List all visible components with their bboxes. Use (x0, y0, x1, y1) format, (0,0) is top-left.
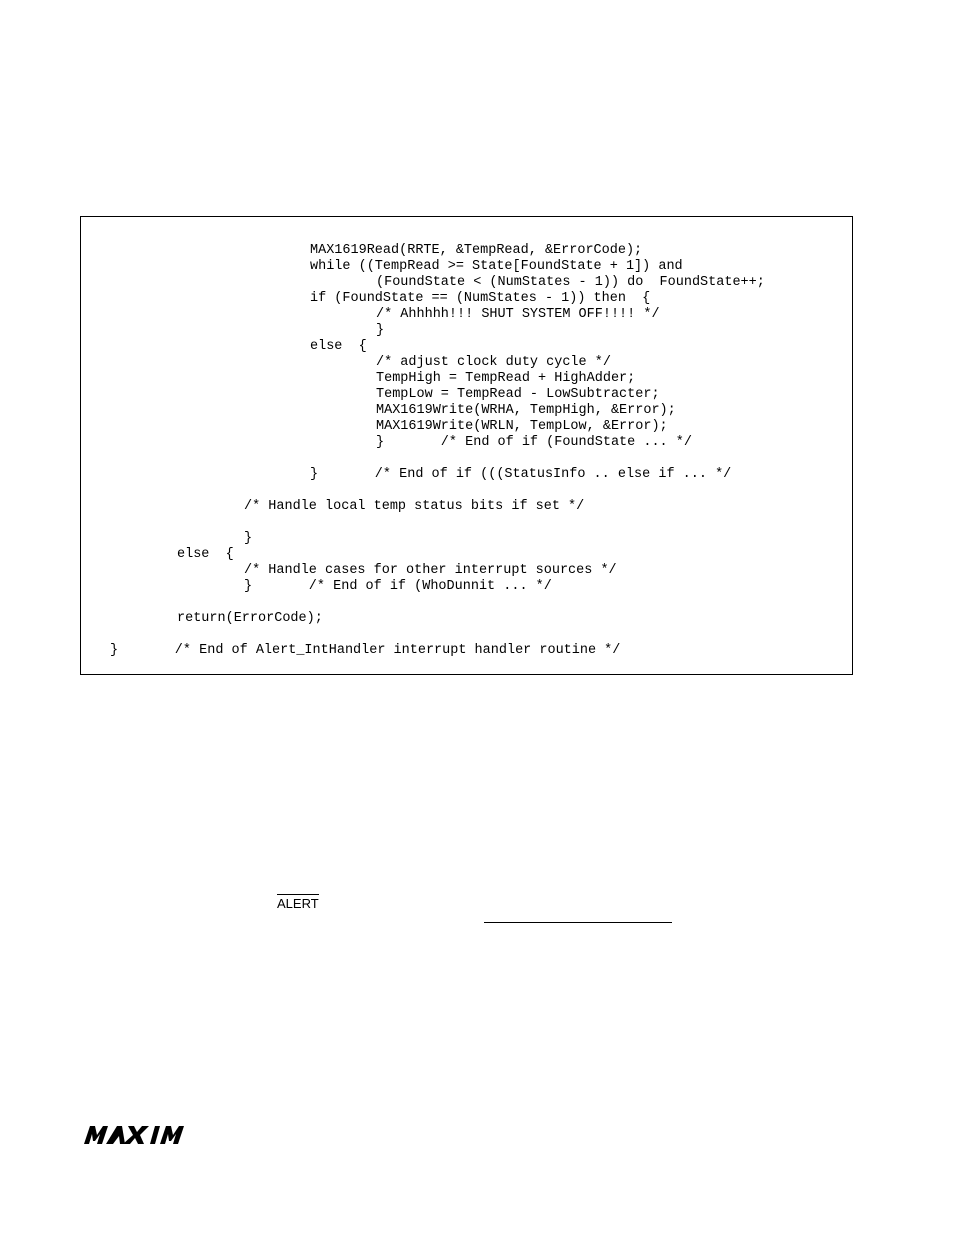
alert-overbar-label: ALERT (277, 896, 319, 911)
code-line: else { (310, 339, 367, 354)
code-line: while ((TempRead >= State[FoundState + 1]) and (310, 259, 683, 274)
code-line: } /* End of if (WhoDunnit ... */ (244, 579, 552, 594)
code-line: MAX1619Read(RRTE, &TempRead, &ErrorCode); (310, 243, 643, 258)
maxim-logo (84, 1126, 194, 1144)
horizontal-rule (484, 922, 672, 923)
code-listing-box (80, 216, 853, 675)
code-line: MAX1619Write(WRHA, TempHigh, &Error); (376, 403, 676, 418)
code-line: /* Handle local temp status bits if set */ (244, 499, 585, 514)
code-line: } /* End of if (((StatusInfo .. else if ... */ (310, 467, 732, 482)
code-line: if (FoundState == (NumStates - 1)) then { (310, 291, 651, 306)
code-line: MAX1619Write(WRLN, TempLow, &Error); (376, 419, 668, 434)
code-line: TempLow = TempRead - LowSubtracter; (376, 387, 660, 402)
code-line: } /* End of if (FoundState ... */ (376, 435, 692, 450)
code-line: /* Ahhhhh!!! SHUT SYSTEM OFF!!!! */ (376, 307, 660, 322)
code-line: } /* End of Alert_IntHandler interrupt handler routine */ (110, 643, 621, 658)
code-line: } (244, 531, 253, 546)
code-line: /* Handle cases for other interrupt sources */ (244, 563, 617, 578)
code-line: /* adjust clock duty cycle */ (376, 355, 611, 370)
code-line: TempHigh = TempRead + HighAdder; (376, 371, 636, 386)
code-line: else { (177, 547, 234, 562)
code-line: } (376, 323, 385, 338)
code-line: return(ErrorCode); (177, 611, 323, 626)
code-line: (FoundState < (NumStates - 1)) do FoundState++; (376, 275, 765, 290)
